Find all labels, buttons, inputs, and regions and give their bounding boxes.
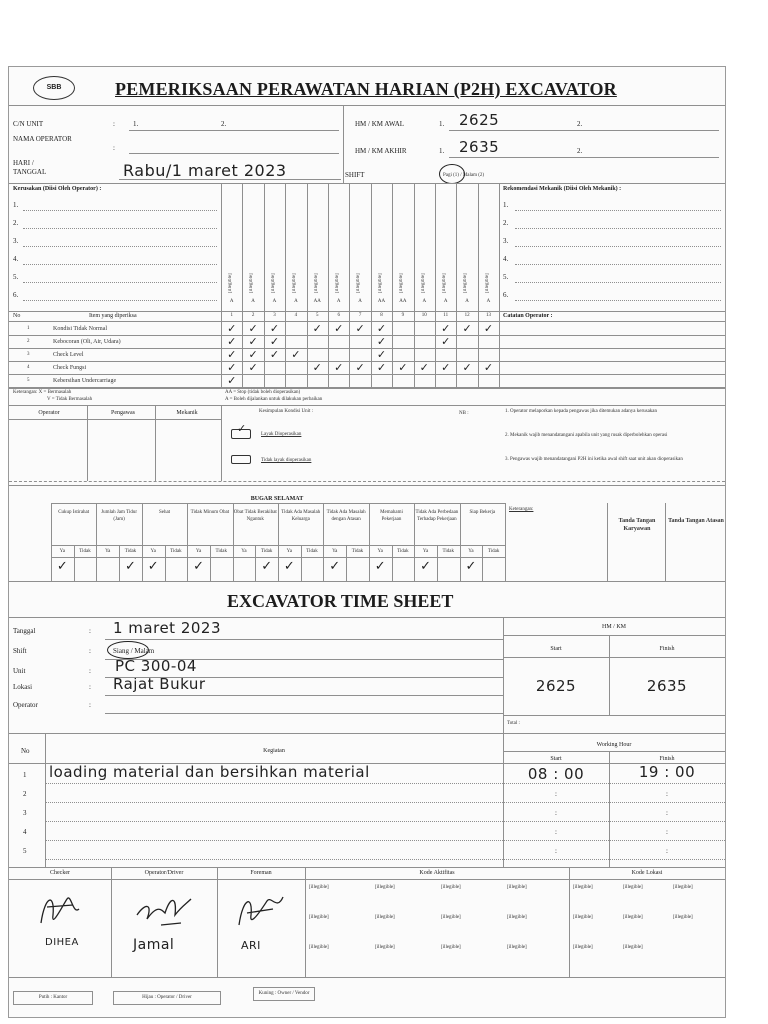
kegiatan-row-start[interactable]: 08 : 00 xyxy=(527,765,585,783)
bugar-ya-label: Ya xyxy=(59,549,66,554)
check-column-number: 9 xyxy=(401,313,405,318)
recommendation-row-number: 5. xyxy=(503,273,509,281)
ts-tanggal-label: Tanggal xyxy=(13,627,36,635)
bugar-answer-check[interactable]: ✓ xyxy=(56,559,68,574)
check-column-label: [illegible] xyxy=(356,273,362,293)
tidak-layak-checkbox[interactable] xyxy=(231,455,251,464)
check-column-code: A xyxy=(465,299,469,304)
timesheet-title: EXCAVATOR TIME SHEET xyxy=(227,591,454,611)
kegiatan-no-header: No xyxy=(21,747,30,755)
location-code-entry: [illegible] xyxy=(623,945,643,950)
checklist-no-header: No xyxy=(13,313,21,319)
kegiatan-row-finish[interactable]: : xyxy=(666,809,668,817)
check-column-code: AA xyxy=(313,299,321,304)
working-hour-header: Working Hour xyxy=(596,742,632,748)
bugar-column-label: Siap Bekerja xyxy=(469,510,496,515)
bugar-tidak-label: Tidak xyxy=(215,549,227,554)
check-column-number: 5 xyxy=(316,313,319,318)
bugar-keterangan-label: Keterangan: xyxy=(509,507,534,512)
check-column-number: 1 xyxy=(230,313,233,318)
checker-signature xyxy=(33,885,93,935)
checklist-mark-cell[interactable]: ✓ xyxy=(419,361,429,374)
recommendation-row-number: 2. xyxy=(503,219,509,227)
checklist-mark-cell[interactable]: ✓ xyxy=(334,322,344,335)
checklist-mark-cell[interactable]: ✓ xyxy=(248,335,258,348)
p2h-form-sheet: SBB PEMERIKSAAN PERAWATAN HARIAN (P2H) EXCAVATOR C/N UNIT : 1. 2. NAMA OPERATOR : HARI / TANGGAL Rabu/1 maret 2023 HM / KM AWAL 1. 2625 2. HM / KM AKHIR 1. 2635 2. SHIFT Pagi (1) / Malam (2) Kerusakan (Diisi Oleh Operator) : Rekomendasi Mekanik (Diisi Oleh Mekanik) : 1. 2. 3. 4. 5. 6. 1. 2. 3. 4. 5. 6. [illegible] A 1 [illegible] A 2 [illegible] A 3 [illegible] A 4 [illegible] AA 5 [illegible] A 6 [illegible] A 7 [illegible] AA 8 [illegible] AA 9 [illegible] A 10 [illegible] A 11 [illegible] A 12 [illegible] A 13 No Item yang diperiksa Catatan Operator : 1 Kondisi Tidak Normal ✓ ✓ ✓ ✓ ✓ ✓ ✓ ✓ ✓ ✓ 2 Kebocoran (Oli, Air, Udara) ✓ ✓ ✓ ✓ ✓ 3 Check Level ✓ ✓ ✓ ✓ ✓ 4 Check Fungsi ✓ ✓ ✓ ✓ ✓ ✓ ✓ ✓ ✓ ✓ ✓ 5 Kebersihan Undercarriage ✓ Keterangan: X = Bermasalah V = Tidak Bermasalah AA = Stop (tidak boleh dioperasikan) A = Boleh dijalankan untuk dilakukan perbaikan Operator Pengawas Mekanik Kesimpulan Kondisi Unit : ✓ Layak Dioperasikan Tidak layak dioperasikan NB : 1. Operator melaporkan kepada pengawas jika ditemukan adanya kerusakan 2. Mekanik wajib menandatangani apabila unit yang rusak diperbolehkan operasi 3. Pengawas wajib menandatangani P2H ini ketika awal shift saat unit akan dioperasikan BUGAR SELAMAT Cukup Istirahat Ya Tidak ✓ Jumlah Jam Tidur (Jam) Ya Tidak ✓ Sehat Ya Tidak ✓ Tidak Minum Obat Ya Tidak ✓ Obat Tidak Berakibat Ngantuk Ya Tidak ✓ Tidak Ada Masalah Keluarga Ya Tidak ✓ Tidak Ada Masalah dengan Atasan Ya Tidak ✓ Memahami Pekerjaan Ya Tidak ✓ Tidak Ada Perbedaan Terhadap Pekerjaan Ya Tidak ✓ Siap Bekerja Ya Tidak ✓ Keterangan: Tanda Tangan Karyawan Tanda Tangan Atasan EXCAVATOR TIME SHEET HM / KM Start Finish 2625 2635 Total : Tanggal : 1 maret 2023 Shift : Siang / Malam Unit : PC 300-04 Lokasi : Rajat Bukur Operator : No Kegiatan Working Hour Start Finish 1 loading material dan bersihkan material 08 : 00 19 : 00 2 : : 3 : : 4 : : 5 : : Checker Operator/Driver Foreman Kode Aktifitas Kode Lokasi DIHEA Jamal ARI [illegible] [illegible] [illegible] [illegible] [illegible] [illegible] [illegible] [illegible] [illegible] [illegible] [illegible] [illegible] [illegible] [illegible] [illegible] [illegible] [illegible] [illegible] [illegible] [illegible] Putih : Kantor Hijau : Operator / Driver Kuning : Owner / Vendor xyxy=(8,66,726,1018)
recommendation-row-number: 3. xyxy=(503,237,509,245)
damage-panel-title: Kerusakan (Diisi Oleh Operator) : xyxy=(13,186,102,192)
legend-line-4: A = Boleh dijalankan untuk dilakukan perbaikan xyxy=(225,397,323,402)
check-column-label: [illegible] xyxy=(399,273,405,293)
ts-operator-label: Operator xyxy=(13,701,38,709)
wh-finish-header: Finish xyxy=(659,756,675,762)
checklist-mark-cell[interactable]: ✓ xyxy=(355,361,365,374)
check-column-number: 10 xyxy=(421,313,427,318)
checklist-item-label: Kondisi Tidak Normal xyxy=(53,326,108,332)
damage-row-line[interactable] xyxy=(23,264,217,265)
check-column-code: AA xyxy=(377,299,386,304)
kegiatan-header: Kegiatan xyxy=(263,748,285,754)
checklist-mark-cell[interactable]: ✓ xyxy=(312,361,322,374)
checklist-mark-cell[interactable]: ✓ xyxy=(376,322,387,335)
damage-row-line[interactable] xyxy=(23,246,217,247)
checklist-mark-cell[interactable]: ✓ xyxy=(355,322,365,335)
cn-unit-label: C/N UNIT xyxy=(13,120,44,128)
foreman-label: Foreman xyxy=(250,870,272,876)
check-column-code: A xyxy=(358,299,362,304)
location-code-entry: [illegible] xyxy=(673,915,693,920)
bugar-ya-label: Ya xyxy=(377,549,383,554)
check-column-number: 3 xyxy=(273,313,276,318)
bugar-answer-check[interactable]: ✓ xyxy=(124,559,136,574)
hari-tanggal-value[interactable]: Rabu/1 maret 2023 xyxy=(123,161,287,180)
bugar-answer-check[interactable]: ✓ xyxy=(465,559,477,574)
bugar-tidak-label: Tidak xyxy=(79,549,91,554)
copy-green-note: Hijau : Operator / Driver xyxy=(113,991,221,1005)
legend-line-2: V = Tidak Bermasalah xyxy=(47,397,93,402)
hm-awal-value[interactable]: 2625 xyxy=(459,111,500,129)
legend-line-1: Keterangan: X = Bermasalah xyxy=(13,390,72,395)
check-column-code: A xyxy=(443,299,448,304)
checklist-mark-cell[interactable]: ✓ xyxy=(227,322,237,335)
nb-label: NB : xyxy=(459,411,469,416)
check-column-number: 13 xyxy=(485,313,491,318)
bugar-ya-label: Ya xyxy=(195,549,202,554)
bugar-answer-check[interactable]: ✓ xyxy=(147,559,159,574)
check-column-label: [illegible] xyxy=(228,273,233,293)
damage-row-line[interactable] xyxy=(23,228,217,229)
ts-lokasi-value[interactable]: Rajat Bukur xyxy=(113,675,206,693)
checklist-mark-cell[interactable]: ✓ xyxy=(227,361,237,374)
check-column-label: [illegible] xyxy=(377,273,383,293)
location-code-entry: [illegible] xyxy=(623,885,643,890)
checklist-mark-cell[interactable]: ✓ xyxy=(483,322,494,335)
bugar-column-label: Memahami Pekerjaan xyxy=(380,510,403,522)
activity-code-entry: [illegible] xyxy=(507,945,527,950)
tt-karyawan-label: Tanda Tangan Karyawan xyxy=(618,518,656,532)
activity-code-entry: [illegible] xyxy=(441,915,461,920)
kegiatan-row-number: 3 xyxy=(23,809,27,817)
check-column-label: [illegible] xyxy=(420,273,426,293)
checklist-mark-cell[interactable]: ✓ xyxy=(248,322,258,335)
company-logo: SBB xyxy=(33,76,75,100)
location-code-entry: [illegible] xyxy=(573,915,593,920)
activity-code-entry: [illegible] xyxy=(441,945,461,950)
nb-note-2: 2. Mekanik wajib menandatangani apabila unit yang rusak diperbolehkan operasi xyxy=(505,433,668,438)
activity-code-entry: [illegible] xyxy=(309,915,329,920)
bugar-column-label: Tidak Ada Masalah Keluarga xyxy=(281,510,321,522)
check-column-number: 12 xyxy=(464,313,470,318)
tt-atasan-label: Tanda Tangan Atasan xyxy=(668,518,724,524)
check-column-code: A xyxy=(422,299,427,304)
nama-operator-label: NAMA OPERATOR xyxy=(13,135,72,143)
damage-row-line[interactable] xyxy=(23,282,217,283)
foreman-signature xyxy=(229,885,293,935)
hari-tanggal-label: HARI / TANGGAL xyxy=(13,159,47,176)
bugar-answer-check[interactable]: ✓ xyxy=(261,559,273,574)
recommendation-row-line[interactable] xyxy=(515,246,721,247)
check-column-number: 8 xyxy=(380,313,383,318)
layak-label: Layak Dioperasikan xyxy=(261,432,302,437)
bugar-column-label: Jumlah Jam Tidur (Jam) xyxy=(101,510,137,522)
check-column-code: A xyxy=(272,299,277,304)
check-column-code: A xyxy=(336,299,341,304)
nb-note-1: 1. Operator melaporkan kepada pengawas jika ditemukan adanya kerusakan xyxy=(505,409,658,414)
bugar-column-label: Sehat xyxy=(158,510,171,515)
legend-line-3: AA = Stop (tidak boleh dioperasikan) xyxy=(225,390,301,395)
kode-aktifitas-label: Kode Aktifitas xyxy=(419,870,455,876)
wh-start-header: Start xyxy=(550,756,562,762)
bugar-tidak-label: Tidak xyxy=(170,549,182,554)
activity-code-entry: [illegible] xyxy=(309,945,329,950)
checklist-item-number: 2 xyxy=(27,339,30,344)
sig-pengawas-label: Pengawas xyxy=(111,410,135,416)
checklist-item-number: 5 xyxy=(27,378,30,383)
hm-akhir-label: HM / KM AKHIR xyxy=(355,147,407,155)
bugar-ya-label: Ya xyxy=(105,549,111,554)
recommendation-row-line[interactable] xyxy=(515,210,721,211)
recommendation-row-line[interactable] xyxy=(515,282,721,283)
location-code-entry: [illegible] xyxy=(673,885,693,890)
sig-operator-label: Operator xyxy=(38,410,60,416)
kegiatan-row-start[interactable]: : xyxy=(555,809,557,817)
shift-options: Pagi (1) / Malam (2) xyxy=(443,173,485,178)
shift-label: SHIFT xyxy=(345,171,365,179)
bugar-column-label: Cukup Istirahat xyxy=(58,510,90,515)
checklist-mark-cell[interactable]: ✓ xyxy=(269,322,280,335)
checker-name: DIHEA xyxy=(45,937,79,948)
checklist-mark-cell[interactable]: ✓ xyxy=(291,348,301,361)
checker-label: Checker xyxy=(50,870,70,876)
nb-note-3: 3. Pengawas wajib menandatangani P2H ini ketika awal shift saat unit akan dioperasikan xyxy=(505,457,683,462)
checklist-item-label: Kebersihan Undercarriage xyxy=(53,378,117,384)
bugar-title: BUGAR SELAMAT xyxy=(250,496,304,502)
checklist-item-header: Item yang diperiksa xyxy=(89,313,137,319)
checklist-mark-cell[interactable]: ✓ xyxy=(248,348,258,361)
kegiatan-row-number: 1 xyxy=(23,771,27,779)
bugar-column-label: Obat Tidak Berakibat Ngantuk xyxy=(233,510,277,522)
damage-row-line[interactable] xyxy=(23,300,217,301)
activity-code-entry: [illegible] xyxy=(309,885,329,890)
checklist-mark-cell[interactable]: ✓ xyxy=(248,361,258,374)
activity-code-entry: [illegible] xyxy=(507,915,527,920)
bugar-tidak-label: Tidak xyxy=(397,549,409,554)
checklist-item-number: 3 xyxy=(27,352,30,357)
checklist-mark-cell[interactable]: ✓ xyxy=(398,361,408,374)
checklist-item-number: 4 xyxy=(27,365,30,370)
hm-start-value[interactable]: 2625 xyxy=(535,677,577,695)
bugar-column-label: Tidak Ada Perbedaan Terhadap Pekerjaan xyxy=(415,510,459,522)
operator-name: Jamal xyxy=(133,937,175,953)
checklist-mark-cell[interactable]: ✓ xyxy=(376,361,387,374)
copy-white-note: Putih : Kantor xyxy=(13,991,93,1005)
kode-lokasi-label: Kode Lokasi xyxy=(631,870,663,876)
checklist-mark-cell[interactable]: ✓ xyxy=(269,335,280,348)
check-column-code: A xyxy=(294,299,298,304)
kegiatan-row-finish[interactable]: : xyxy=(666,847,668,855)
hm-akhir-value[interactable]: 2635 xyxy=(459,138,500,156)
damage-row-number: 5. xyxy=(13,273,19,281)
checklist-mark-cell[interactable]: ✓ xyxy=(483,361,494,374)
total-label: Total : xyxy=(507,721,520,726)
recommendation-row-line[interactable] xyxy=(515,264,721,265)
checklist-item-label: Kebocoran (Oli, Air, Udara) xyxy=(53,339,121,345)
bugar-answer-check[interactable]: ✓ xyxy=(193,559,204,574)
check-column-label: [illegible] xyxy=(270,273,276,293)
recommendation-row-line[interactable] xyxy=(515,300,721,301)
bugar-column-label: Tidak Minum Obat xyxy=(190,510,230,515)
kegiatan-row-start[interactable]: : xyxy=(555,847,557,855)
check-column-label: [illegible] xyxy=(292,273,298,293)
check-column-number: 7 xyxy=(358,313,362,318)
activity-code-entry: [illegible] xyxy=(441,885,461,890)
checklist-mark-cell[interactable]: ✓ xyxy=(441,361,451,374)
conclusion-label: Kesimpulan Kondisi Unit : xyxy=(259,409,314,414)
checklist-item-label: Check Fungsi xyxy=(53,365,87,371)
check-column-code: A xyxy=(486,299,491,304)
cn-unit-option-1: 1. xyxy=(133,120,139,128)
bugar-answer-check[interactable]: ✓ xyxy=(374,559,386,574)
cn-unit-colon: : xyxy=(113,120,115,128)
checklist-mark-cell[interactable]: ✓ xyxy=(376,335,387,348)
cn-unit-option-2: 2. xyxy=(221,120,227,128)
check-column-label: [illegible] xyxy=(335,273,340,293)
form-title: PEMERIKSAAN PERAWATAN HARIAN (P2H) EXCAVATOR xyxy=(115,79,617,99)
checklist-mark-cell[interactable]: ✓ xyxy=(334,361,344,374)
check-column-number: 6 xyxy=(337,313,340,318)
activity-code-entry: [illegible] xyxy=(375,885,395,890)
kegiatan-row-number: 5 xyxy=(23,847,27,855)
bugar-answer-check[interactable]: ✓ xyxy=(329,559,341,574)
bugar-tidak-label: Tidak xyxy=(351,549,364,554)
activity-code-entry: [illegible] xyxy=(375,915,395,920)
ts-shift-value: Siang / Malam xyxy=(113,647,155,655)
bugar-ya-label: Ya xyxy=(286,549,293,554)
ts-lokasi-label: Lokasi xyxy=(13,683,33,691)
kegiatan-row-finish[interactable]: : xyxy=(666,828,668,836)
check-column-code: A xyxy=(229,299,234,304)
hm-awal-option-2: 2. xyxy=(577,120,583,128)
damage-row-number: 3. xyxy=(13,237,19,245)
check-column-code: A xyxy=(251,299,255,304)
location-code-entry: [illegible] xyxy=(573,945,593,950)
checklist-mark-cell[interactable]: ✓ xyxy=(441,335,451,348)
ts-unit-value[interactable]: PC 300-04 xyxy=(115,657,197,675)
recommendation-row-number: 6. xyxy=(503,291,509,299)
operator-notes-header: Catatan Operator : xyxy=(503,313,553,319)
recommendation-row-line[interactable] xyxy=(515,228,721,229)
hm-km-header: HM / KM xyxy=(601,624,626,630)
hm-akhir-option-1: 1. xyxy=(439,147,445,155)
recommendation-row-number: 4. xyxy=(503,255,509,263)
sig-mekanik-label: Mekanik xyxy=(176,410,198,416)
hm-awal-label: HM / KM AWAL xyxy=(355,120,405,128)
check-column-code: AA xyxy=(399,299,407,304)
recommendation-row-number: 1. xyxy=(503,201,509,209)
damage-row-number: 4. xyxy=(13,255,19,263)
check-column-label: [illegible] xyxy=(463,273,469,293)
check-column-number: 2 xyxy=(251,313,255,318)
bugar-tidak-label: Tidak xyxy=(442,549,454,554)
bugar-ya-label: Ya xyxy=(150,549,156,554)
kegiatan-row-start[interactable]: : xyxy=(555,828,557,836)
hm-finish-value[interactable]: 2635 xyxy=(646,677,688,695)
checklist-item-number: 1 xyxy=(27,326,30,331)
check-column-label: [illegible] xyxy=(442,273,447,293)
ts-unit-label: Unit xyxy=(13,667,26,675)
check-column-number: 4 xyxy=(294,313,298,318)
location-code-entry: [illegible] xyxy=(573,885,593,890)
bugar-tidak-label: Tidak xyxy=(124,549,137,554)
hm-start-header: Start xyxy=(550,646,562,652)
kegiatan-row-number: 4 xyxy=(23,828,27,836)
kegiatan-row-start[interactable]: : xyxy=(555,790,557,798)
damage-row-number: 1. xyxy=(13,201,19,209)
check-column-label: [illegible] xyxy=(484,273,490,293)
hm-akhir-option-2: 2. xyxy=(577,147,583,155)
ts-tanggal-value[interactable]: 1 maret 2023 xyxy=(113,619,222,637)
bugar-ya-label: Ya xyxy=(422,549,429,554)
checklist-mark-cell[interactable]: ✓ xyxy=(462,361,472,374)
ts-shift-label: Shift xyxy=(13,647,27,655)
damage-row-number: 2. xyxy=(13,219,19,227)
location-code-entry: [illegible] xyxy=(623,915,643,920)
bugar-answer-check[interactable]: ✓ xyxy=(420,559,431,574)
bugar-ya-label: Ya xyxy=(468,549,474,554)
tidak-layak-label: Tidak layak dioperasikan xyxy=(261,458,312,463)
bugar-ya-label: Ya xyxy=(241,549,247,554)
check-column-label: [illegible] xyxy=(313,273,319,293)
checklist-mark-cell[interactable]: ✓ xyxy=(441,322,451,335)
checklist-mark-cell[interactable]: ✓ xyxy=(227,348,237,361)
checklist-mark-cell[interactable]: ✓ xyxy=(376,348,387,361)
copy-yellow-note: Kuning : Owner / Vendor xyxy=(253,987,315,1001)
check-column-label: [illegible] xyxy=(249,273,255,293)
bugar-answer-check[interactable]: ✓ xyxy=(283,559,295,574)
recommendation-panel-title: Rekomendasi Mekanik (Diisi Oleh Mekanik) : xyxy=(503,186,622,192)
activity-code-entry: [illegible] xyxy=(507,885,527,890)
checklist-mark-cell[interactable]: ✓ xyxy=(312,322,322,335)
bugar-tidak-label: Tidak xyxy=(487,549,500,554)
activity-code-entry: [illegible] xyxy=(375,945,395,950)
bugar-column-label: Tidak Ada Masalah dengan Atasan xyxy=(326,510,366,522)
bugar-tidak-label: Tidak xyxy=(306,549,318,554)
checklist-mark-cell[interactable]: ✓ xyxy=(227,374,237,387)
check-column-number: 11 xyxy=(443,313,449,318)
kegiatan-row-finish[interactable]: : xyxy=(666,790,668,798)
damage-row-line[interactable] xyxy=(23,210,217,211)
checklist-mark-cell[interactable]: ✓ xyxy=(269,348,280,361)
shift-selection-circle[interactable] xyxy=(439,164,465,184)
operator-signature xyxy=(131,885,201,935)
operator-driver-label: Operator/Driver xyxy=(144,870,184,876)
damage-row-number: 6. xyxy=(13,291,19,299)
bugar-tidak-label: Tidak xyxy=(260,549,273,554)
hm-finish-header: Finish xyxy=(659,646,675,652)
checklist-mark-cell[interactable]: ✓ xyxy=(462,322,472,335)
kegiatan-row-finish[interactable]: 19 : 00 xyxy=(638,763,696,781)
checklist-item-label: Check Level xyxy=(53,352,84,358)
kegiatan-row-activity[interactable]: loading material dan bersihkan material xyxy=(49,763,370,781)
bugar-ya-label: Ya xyxy=(332,549,338,554)
kegiatan-row-number: 2 xyxy=(23,790,27,798)
hm-awal-option-1: 1. xyxy=(439,120,445,128)
foreman-name: ARI xyxy=(241,939,261,952)
checklist-mark-cell[interactable]: ✓ xyxy=(227,335,237,348)
